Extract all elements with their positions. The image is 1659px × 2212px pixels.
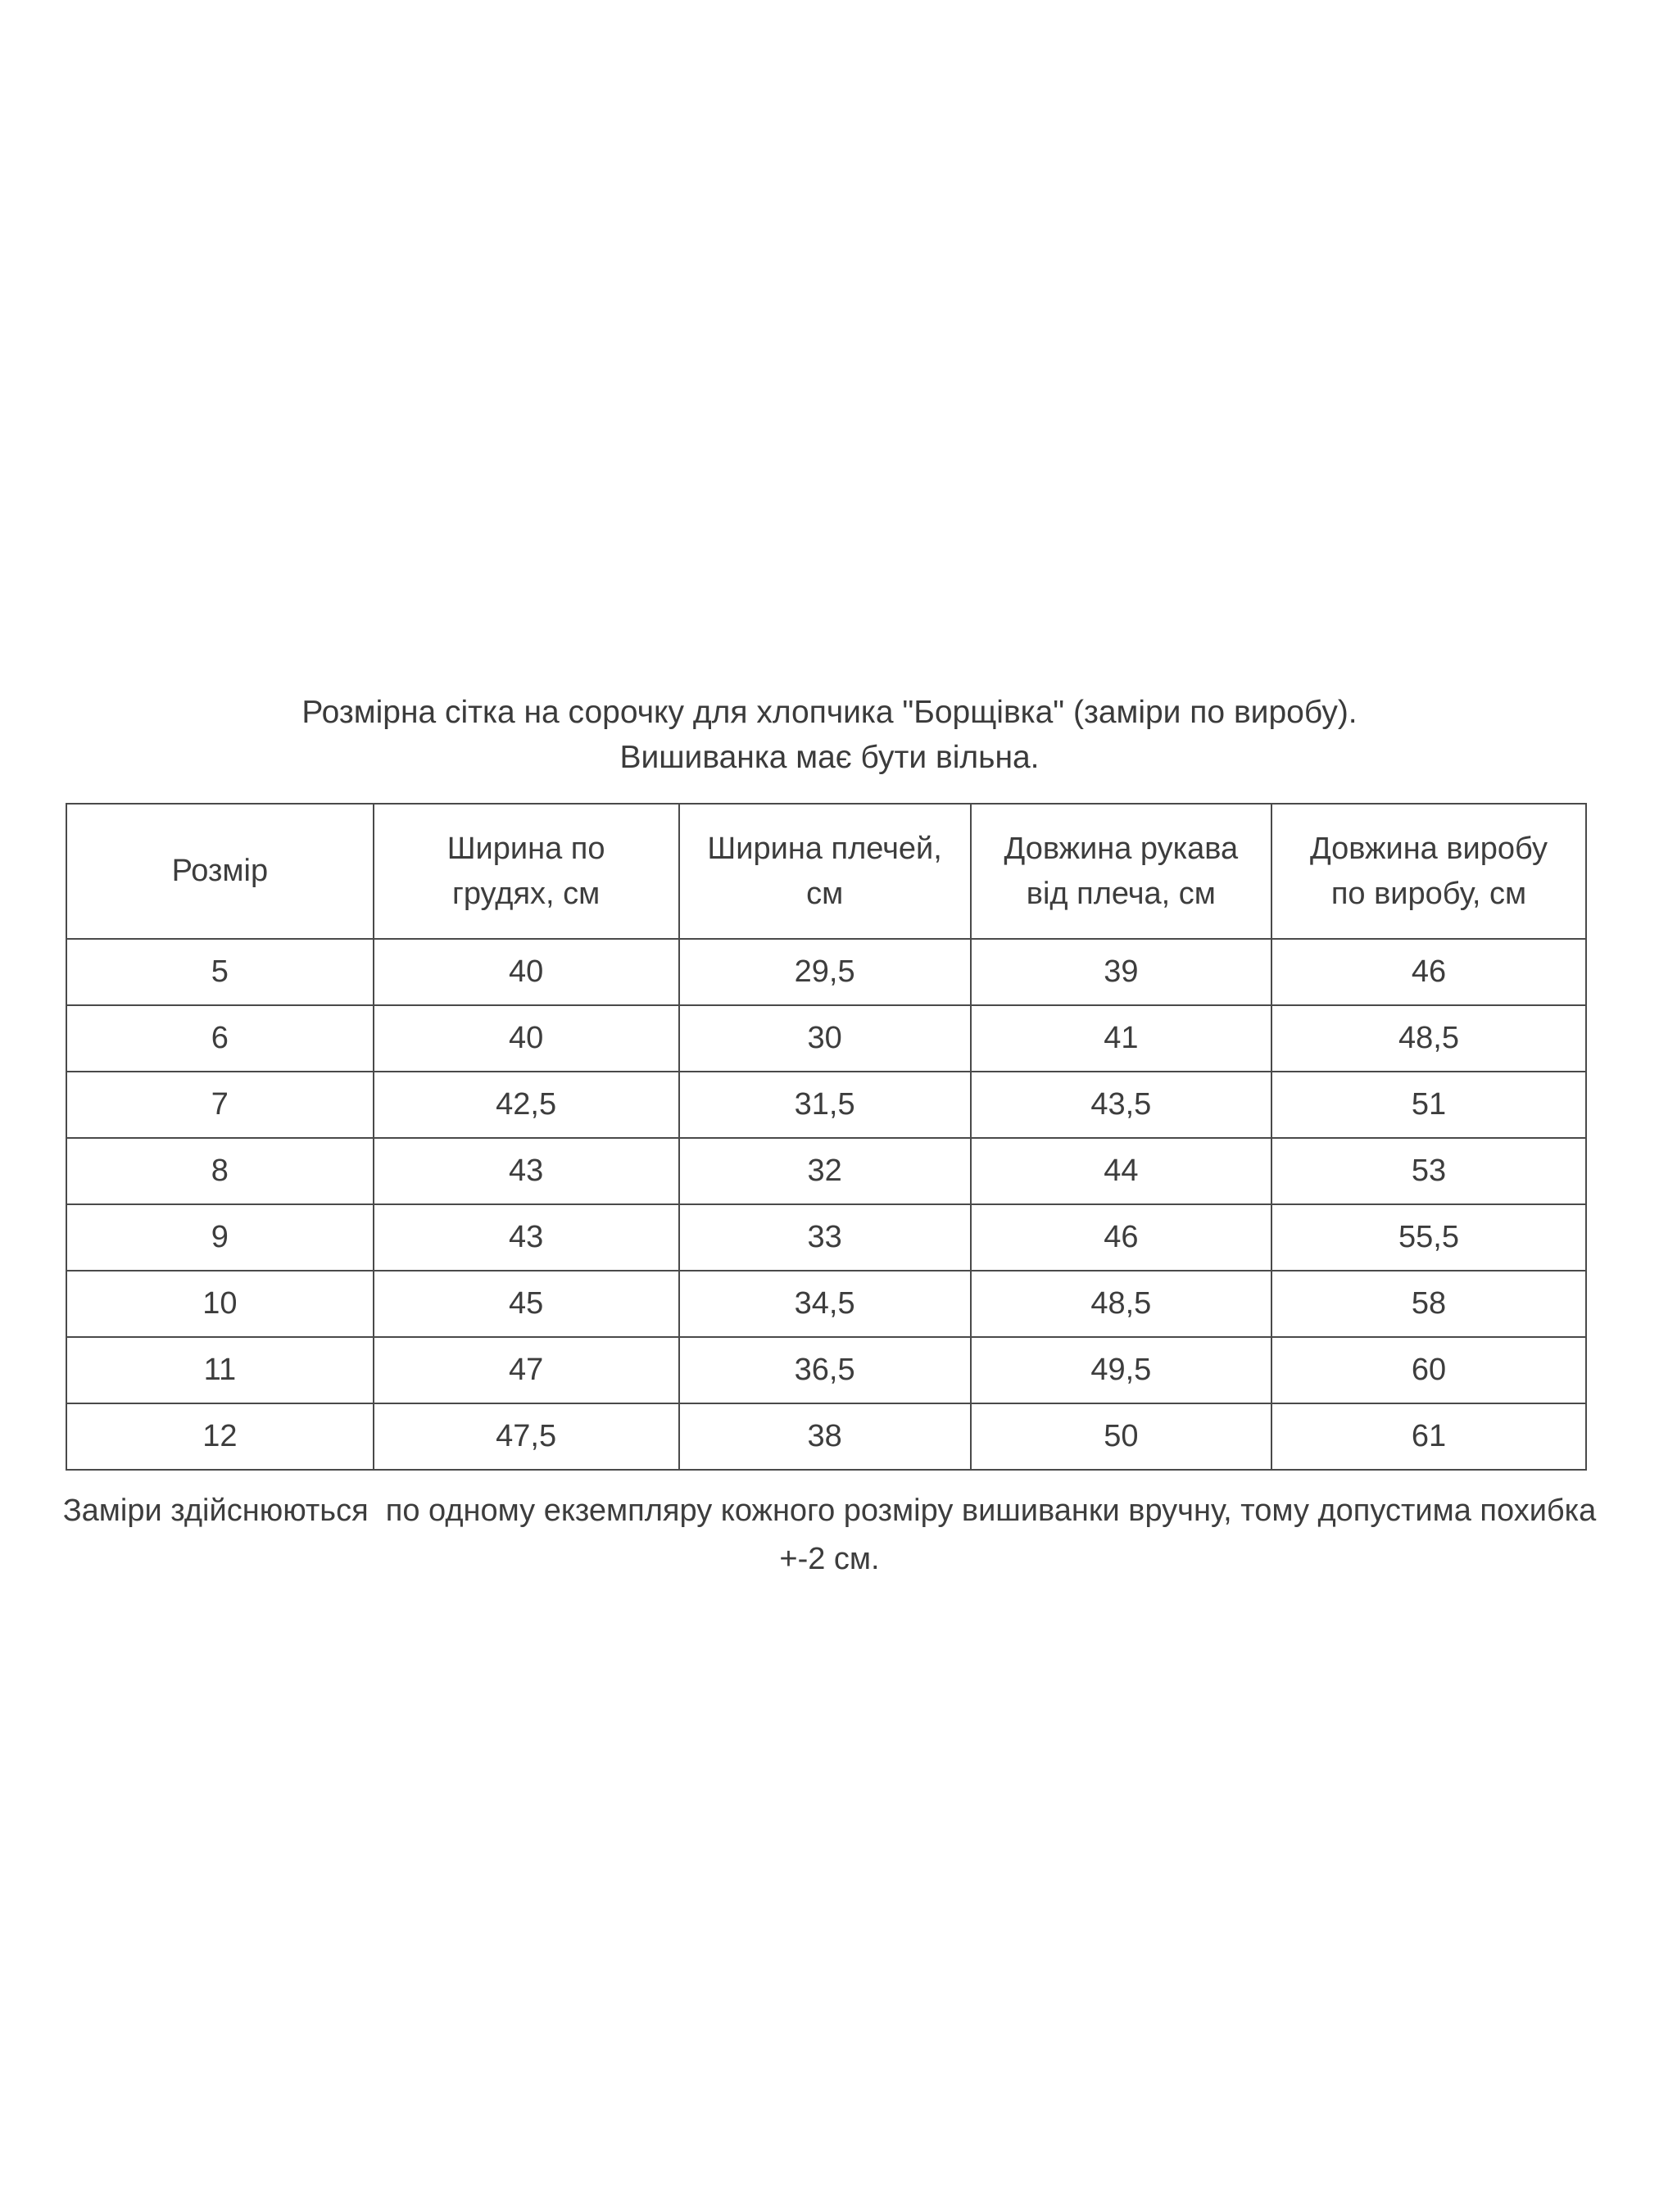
table-row	[66, 1403, 1586, 1470]
table-cell: 48,5	[1271, 1005, 1586, 1072]
table-cell: 43,5	[971, 1072, 1271, 1138]
table-cell: 46	[1271, 939, 1586, 1005]
table-cell: 46	[971, 1204, 1271, 1271]
table-row	[66, 1138, 1586, 1204]
table-cell: 11	[66, 1337, 374, 1403]
measurement-disclaimer: Заміри здійснюються по одному екземпляру кожного розміру вишиванки вручну, тому допустима похибка +-2 см.	[62, 1494, 1605, 1577]
table-cell: 6	[66, 1005, 374, 1072]
table-cell: 32	[679, 1138, 971, 1204]
page-title	[0, 0, 1659, 780]
table-cell: 12	[66, 1403, 374, 1470]
table-cell: 49,5	[971, 1337, 1271, 1403]
table-cell: 30	[679, 1005, 971, 1072]
table-cell: 34,5	[679, 1271, 971, 1337]
column-header-shoulder-width: Ширина плечей, см	[679, 804, 971, 939]
table-cell: 42,5	[374, 1072, 679, 1138]
table-cell: 48,5	[971, 1271, 1271, 1337]
table-cell: 8	[66, 1138, 374, 1204]
table-cell: 38	[679, 1403, 971, 1470]
table-header-row	[66, 804, 1586, 939]
page-title-line-2: Вишиванка має бути вільна.	[619, 739, 1040, 775]
table-cell: 29,5	[679, 939, 971, 1005]
table-cell: 43	[374, 1138, 679, 1204]
table-cell: 39	[971, 939, 1271, 1005]
table-cell: 7	[66, 1072, 374, 1138]
table-cell: 45	[374, 1271, 679, 1337]
table-cell: 51	[1271, 1072, 1586, 1138]
table-cell: 31,5	[679, 1072, 971, 1138]
table-cell: 53	[1271, 1138, 1586, 1204]
table-cell: 10	[66, 1271, 374, 1337]
table-cell: 43	[374, 1204, 679, 1271]
table-cell: 40	[374, 1005, 679, 1072]
table-row	[66, 1271, 1586, 1337]
table-cell: 47	[374, 1337, 679, 1403]
table-cell: 61	[1271, 1403, 1586, 1470]
table-cell: 55,5	[1271, 1204, 1586, 1271]
table-row	[66, 1337, 1586, 1403]
table-cell: 9	[66, 1204, 374, 1271]
column-header-item-length: Довжина виробу по виробу, см	[1271, 804, 1586, 939]
size-chart-table	[66, 803, 1587, 1471]
column-header-size: Розмір	[66, 804, 374, 939]
table-row	[66, 1204, 1586, 1271]
table-cell: 36,5	[679, 1337, 971, 1403]
table-cell: 5	[66, 939, 374, 1005]
page-title-line-1: Розмірна сітка на сорочку для хлопчика "Борщівка" (заміри по виробу).	[301, 695, 1358, 730]
table-cell: 50	[971, 1403, 1271, 1470]
column-header-sleeve-length: Довжина рукава від плеча, см	[971, 804, 1271, 939]
table-row	[66, 1072, 1586, 1138]
table-cell: 47,5	[374, 1403, 679, 1470]
table-cell: 44	[971, 1138, 1271, 1204]
table-cell: 41	[971, 1005, 1271, 1072]
table-cell: 58	[1271, 1271, 1586, 1337]
column-header-chest-width: Ширина по грудях, см	[374, 804, 679, 939]
table-cell: 60	[1271, 1337, 1586, 1403]
table-row	[66, 1005, 1586, 1072]
table-cell: 40	[374, 939, 679, 1005]
table-row	[66, 939, 1586, 1005]
table-cell: 33	[679, 1204, 971, 1271]
